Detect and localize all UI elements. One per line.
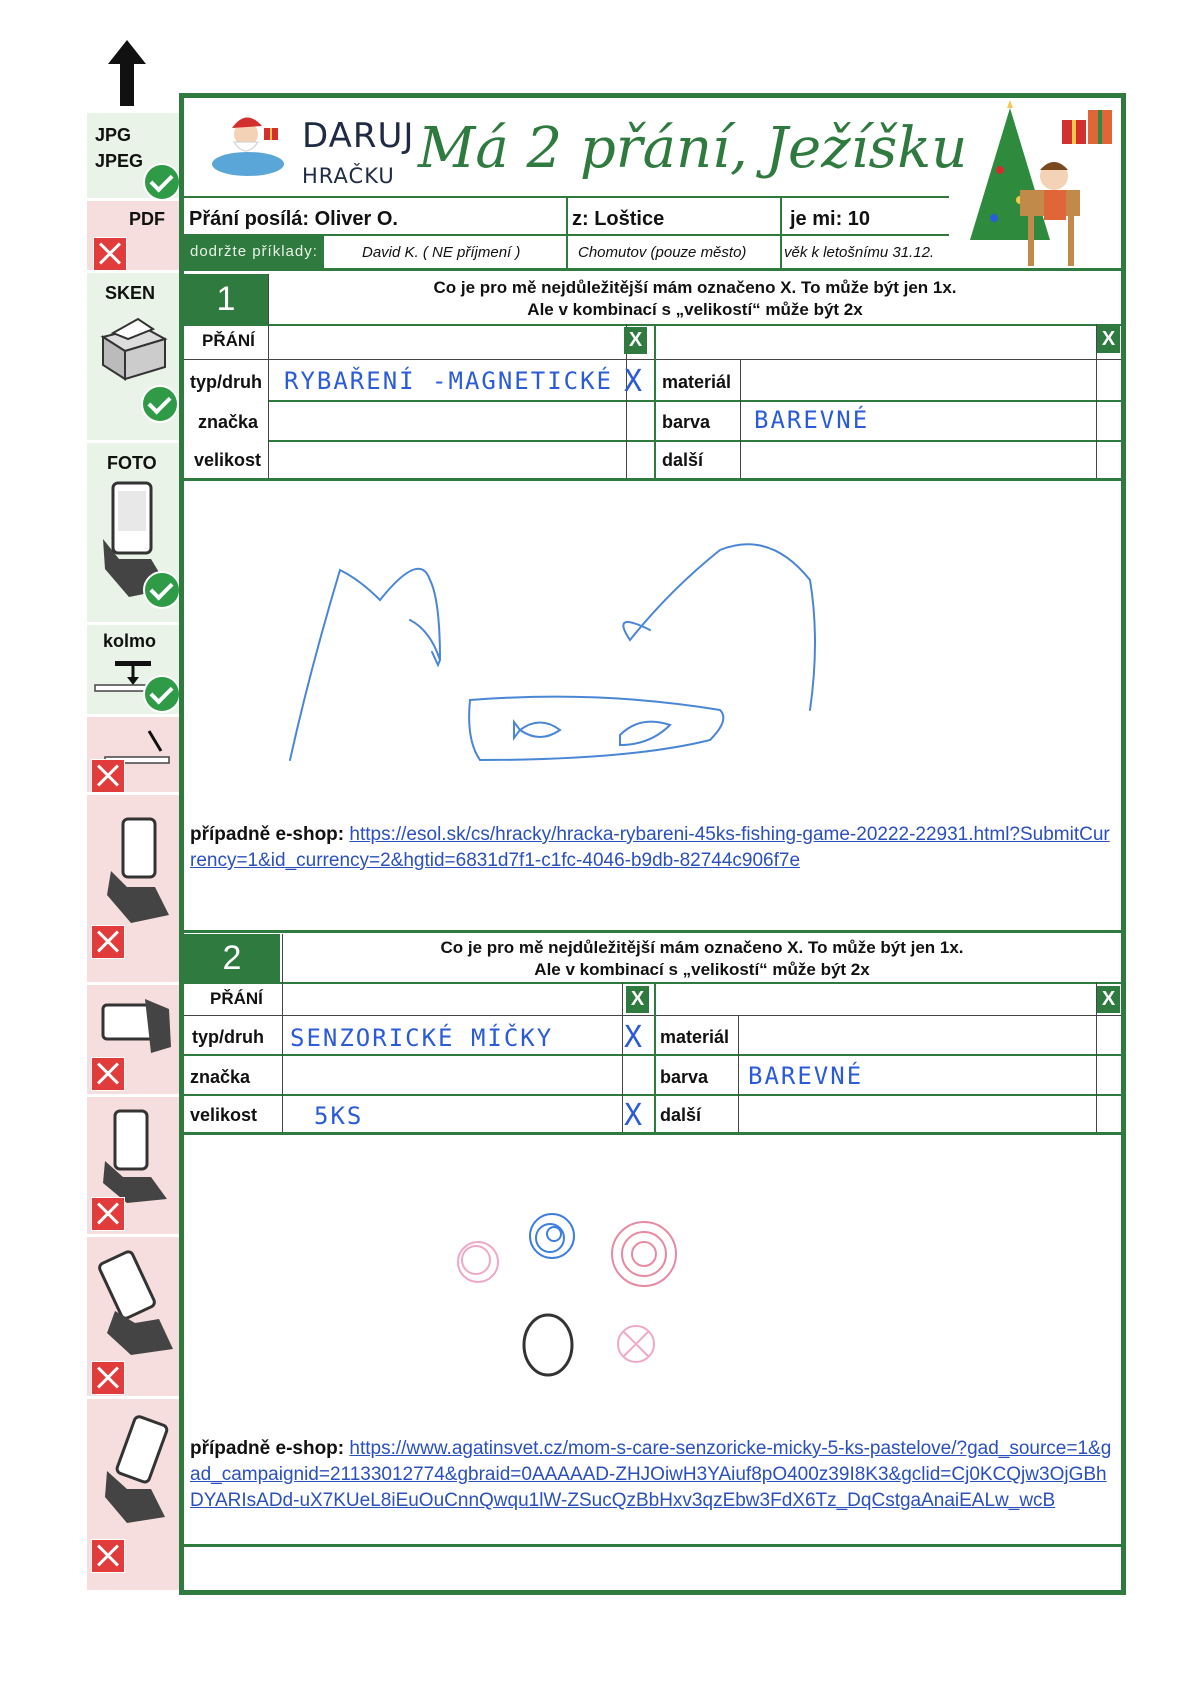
- divider: [282, 934, 283, 982]
- row-label-type: typ/druh: [192, 1027, 264, 1047]
- row-label-type: typ/druh: [190, 372, 262, 392]
- check-icon: [141, 385, 179, 423]
- row-line: [268, 440, 1121, 442]
- row-line: [184, 478, 1121, 481]
- x-marker: X: [624, 327, 647, 354]
- col-line: [738, 1015, 739, 1132]
- value-color: BAREVNÉ: [754, 406, 870, 434]
- criteria-line-2: Ale v kombinací s „velikostí“ může být 2x: [534, 960, 870, 979]
- row-label-other: další: [660, 1105, 702, 1125]
- cross-icon: [91, 1057, 125, 1091]
- value-size: 5KS: [314, 1102, 364, 1130]
- foto-label: FOTO: [107, 453, 157, 473]
- prani-label: PŘÁNÍ: [202, 331, 255, 350]
- tilted-phone-icon: [101, 1413, 177, 1523]
- angle-perpendicular-cell: [87, 625, 179, 717]
- angle-tilted-cell: [87, 717, 179, 795]
- eshop-label: případně e-shop:: [190, 1438, 345, 1459]
- photo-wrong-5-cell: [87, 1399, 179, 1593]
- col-line: [740, 359, 741, 478]
- child-drawing-sensory-balls: [440, 1200, 700, 1390]
- row-label-size: velikost: [190, 1105, 258, 1125]
- format-pdf-cell: [87, 201, 179, 273]
- divider: [268, 274, 269, 324]
- value-type: SENZORICKÉ MÍČKY: [290, 1024, 554, 1052]
- child-drawing-fishing-game: [270, 520, 890, 780]
- row-line: [184, 359, 1121, 360]
- prani-label: PŘÁNÍ: [210, 989, 263, 1008]
- cross-icon: [91, 1361, 125, 1395]
- logo-hracku: HRAČKU: [302, 164, 395, 188]
- row-line: [268, 400, 1121, 402]
- row-label-brand: značka: [198, 412, 259, 432]
- cross-icon: [91, 1197, 125, 1231]
- hint-age: věk k letošnímu 31.12.: [784, 244, 935, 261]
- divider: [780, 196, 782, 268]
- check-icon: [143, 675, 181, 713]
- divider: [184, 982, 1121, 984]
- format-scan-cell: [87, 273, 179, 443]
- eshop-link[interactable]: https://esol.sk/cs/hracky/hracka-rybareni-45ks-fishing-game-20222-22931.html?SubmitCurrency=1&id_currency=2&hgtid=6831d7f1-c1fc-4046-b9db-82744c906f7e: [190, 824, 1110, 871]
- col-line: [268, 324, 269, 478]
- importance-mark: X: [624, 1098, 645, 1133]
- format-jpg-cell: [87, 113, 179, 201]
- jpg-label: JPG: [95, 125, 132, 145]
- value-type: RYBAŘENÍ -MAGNETICKÉ: [284, 367, 613, 395]
- check-icon: [143, 571, 181, 609]
- x-marker: X: [1097, 326, 1120, 353]
- pdf-label: PDF: [129, 209, 165, 229]
- row-line: [184, 1015, 1121, 1016]
- arrow-up-icon: [108, 40, 146, 106]
- eshop-row: [190, 822, 1110, 874]
- santa-logo-icon: [208, 108, 294, 180]
- criteria-line-1: Co je pro mě nejdůležitější mám označeno X. To může být jen 1x.: [440, 938, 964, 957]
- cross-icon: [91, 759, 125, 793]
- scanner-icon: [93, 307, 173, 387]
- x-marker: X: [1097, 986, 1120, 1013]
- cross-icon: [91, 925, 125, 959]
- logo-daruj: DARUJ: [302, 116, 415, 156]
- jpeg-label: JPEG: [95, 151, 144, 171]
- hint-name: David K. ( NE příjmení ): [362, 244, 521, 261]
- sken-label: SKEN: [105, 283, 156, 303]
- section-divider: [184, 930, 1121, 933]
- tilted-phone-icon: [95, 1245, 175, 1355]
- eshop-label: případně e-shop:: [190, 824, 345, 845]
- row-label-material: materiál: [662, 372, 732, 392]
- eshop-row: [190, 1436, 1115, 1514]
- col-line: [654, 982, 656, 1132]
- col-line: [282, 982, 283, 1132]
- phone-hand-icon: [97, 1107, 173, 1203]
- photo-wrong-2-cell: [87, 985, 179, 1097]
- check-icon: [143, 163, 181, 201]
- bottom-divider: [184, 1544, 1121, 1547]
- gifts-icon: [1058, 104, 1118, 148]
- col-line: [622, 982, 623, 1132]
- cross-icon: [91, 1539, 125, 1573]
- hint-label: dodržte příklady:: [184, 236, 324, 268]
- value-color: BAREVNÉ: [748, 1062, 864, 1090]
- wish-number: 1: [184, 274, 268, 324]
- page-title: Má 2 přání, Ježíšku: [418, 116, 968, 181]
- sender-city: z: Loštice: [572, 208, 665, 230]
- row-label-color: barva: [662, 412, 711, 432]
- sender-name: Přání posílá: Oliver O.: [189, 208, 398, 230]
- x-marker: X: [626, 986, 649, 1013]
- kolmo-label: kolmo: [103, 631, 157, 651]
- col-line: [654, 324, 656, 478]
- row-label-size: velikost: [194, 450, 262, 470]
- importance-mark: X: [624, 1020, 645, 1055]
- cross-icon: [93, 237, 127, 271]
- format-photo-cell: [87, 443, 179, 625]
- eshop-link[interactable]: https://www.agatinsvet.cz/mom-s-care-senzoricke-micky-5-ks-pastelove/?gad_source=1&gad_campaignid=21133012774&gbraid=0AAAAAD-ZHJOiwH3YAiuf8pO400z39I8K3&gclid=Cj0KCQjw3OjGBhDYARIsADd-uX7KUeL8iEuOuCnnQwqu1lW-ZSucQzBbHxv3qzEbw3FdX6Tz_DqCstgaAnaiEALw_wcB: [190, 1438, 1112, 1511]
- wish-number: 2: [184, 934, 280, 982]
- phone-hand-icon: [97, 815, 173, 925]
- photo-wrong-1-cell: [87, 795, 179, 985]
- row-label-material: materiál: [660, 1027, 730, 1047]
- criteria-line-1: Co je pro mě nejdůležitější mám označeno X. To může být jen 1x.: [433, 278, 957, 297]
- row-line: [184, 1094, 1121, 1096]
- row-line: [184, 1132, 1121, 1135]
- row-label-color: barva: [660, 1067, 709, 1087]
- photo-wrong-3-cell: [87, 1097, 179, 1237]
- hint-city: Chomutov (pouze město): [578, 244, 747, 261]
- photo-wrong-4-cell: [87, 1237, 179, 1399]
- criteria-line-2: Ale v kombinací s „velikostí“ může být 2x: [527, 300, 863, 319]
- row-line: [184, 1054, 1121, 1056]
- divider: [566, 196, 568, 268]
- divider: [184, 268, 1121, 271]
- phone-landscape-icon: [95, 993, 175, 1057]
- row-label-brand: značka: [190, 1067, 251, 1087]
- divider: [184, 324, 1121, 326]
- row-label-other: další: [662, 450, 704, 470]
- sender-age: je mi: 10: [790, 208, 871, 230]
- importance-mark: X: [624, 364, 645, 399]
